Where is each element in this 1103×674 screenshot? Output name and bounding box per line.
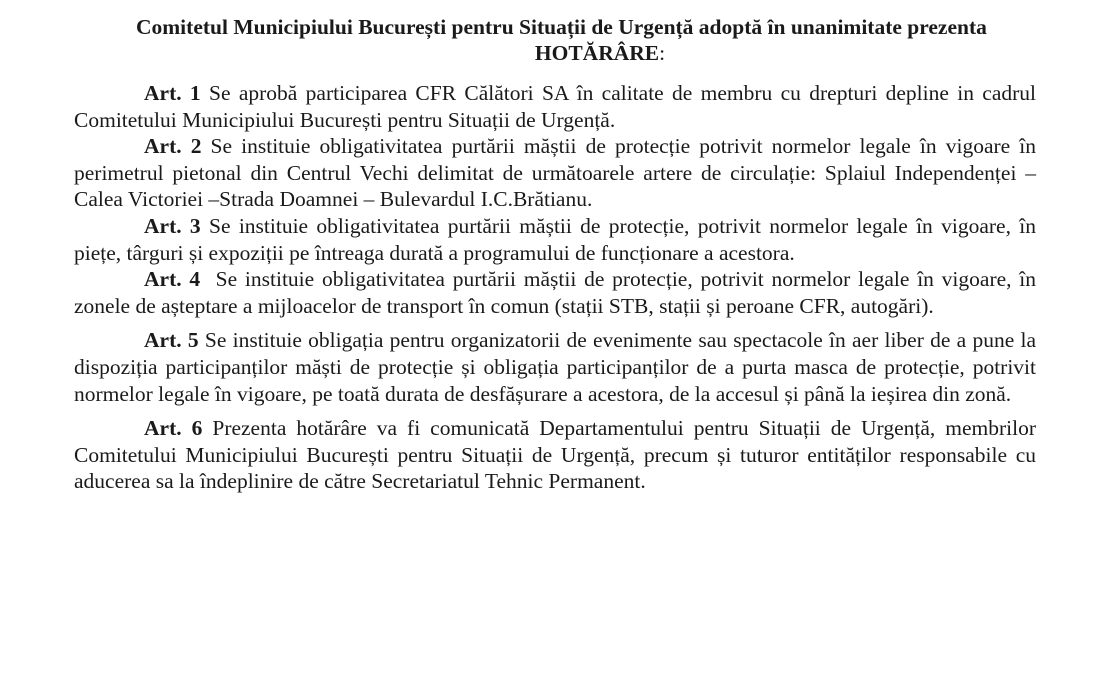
article-4-label: Art. 4	[144, 267, 201, 292]
article-5	[74, 327, 1036, 407]
article-6-text: Prezenta hotărâre va fi comunicată Departamentului pentru Situații de Urgență, membrilor Comitetului Municipiului București pentru Situații de Urgență, precum și tuturor entităților responsabile cu aducerea sa la îndeplinire de către Secretariatul Tehnic Permanent.	[74, 416, 1037, 494]
article-4	[74, 266, 1036, 319]
article-3-text: Se instituie obligativitatea purtării măștii de protecție, potrivit normelor legale în vigoare, în piețe, târguri și expoziții pe întreaga durată a programului de funcționare a acestora.	[74, 213, 1037, 265]
article-5-label: Art. 5	[144, 328, 199, 353]
article-6-label: Art. 6	[144, 416, 203, 441]
article-2-text: Se instituie obligativitatea purtării măștii de protecție potrivit normelor legale în vigoare în perimetrul pietonal din Centrul Vechi delimitat de următoarele artere de circulație: Splaiul Independenței – Calea Victoriei –Strada Doamnei – Bulevardul I.C.Brătianu.	[74, 134, 1037, 212]
article-2-label: Art. 2	[144, 134, 202, 159]
heading-title: HOTĂRÂRE	[534, 41, 660, 65]
article-1	[74, 80, 1036, 133]
article-1-label: Art. 1	[144, 81, 201, 105]
article-3	[74, 213, 1036, 266]
document-heading	[74, 40, 1036, 66]
article-5-text: Se instituie obligația pentru organizatorii de evenimente sau spectacole în aer liber de a pune la dispoziția participanților măști de protecție și obligația participanților de a purta masca de protecție, potrivit normelor legale în vigoare, pe toată durata de desfășurare a acestora, de la accesul și până la ieșirea din zonă.	[74, 328, 1037, 406]
article-2	[74, 133, 1036, 213]
intro-paragraph: Comitetul Municipiului București pentru Situații de Urgență adoptă în unanimitate prezenta	[136, 15, 987, 39]
article-4-text: Se instituie obligativitatea purtării măștii de protecție, potrivit normelor legale în vigoare, în zonele de așteptare a mijloacelor de transport în comun (stații STB, stații și peroane CFR, autogări).	[74, 267, 1037, 318]
article-6	[74, 415, 1036, 495]
document-page	[74, 14, 1036, 495]
article-3-label: Art. 3	[144, 213, 201, 238]
article-1-text: Se aprobă participarea CFR Călători SA în calitate de membru cu drepturi depline in cadrul Comitetului Municipiului București pentru Situații de Urgență.	[74, 81, 1036, 132]
heading-colon: :	[659, 41, 666, 65]
